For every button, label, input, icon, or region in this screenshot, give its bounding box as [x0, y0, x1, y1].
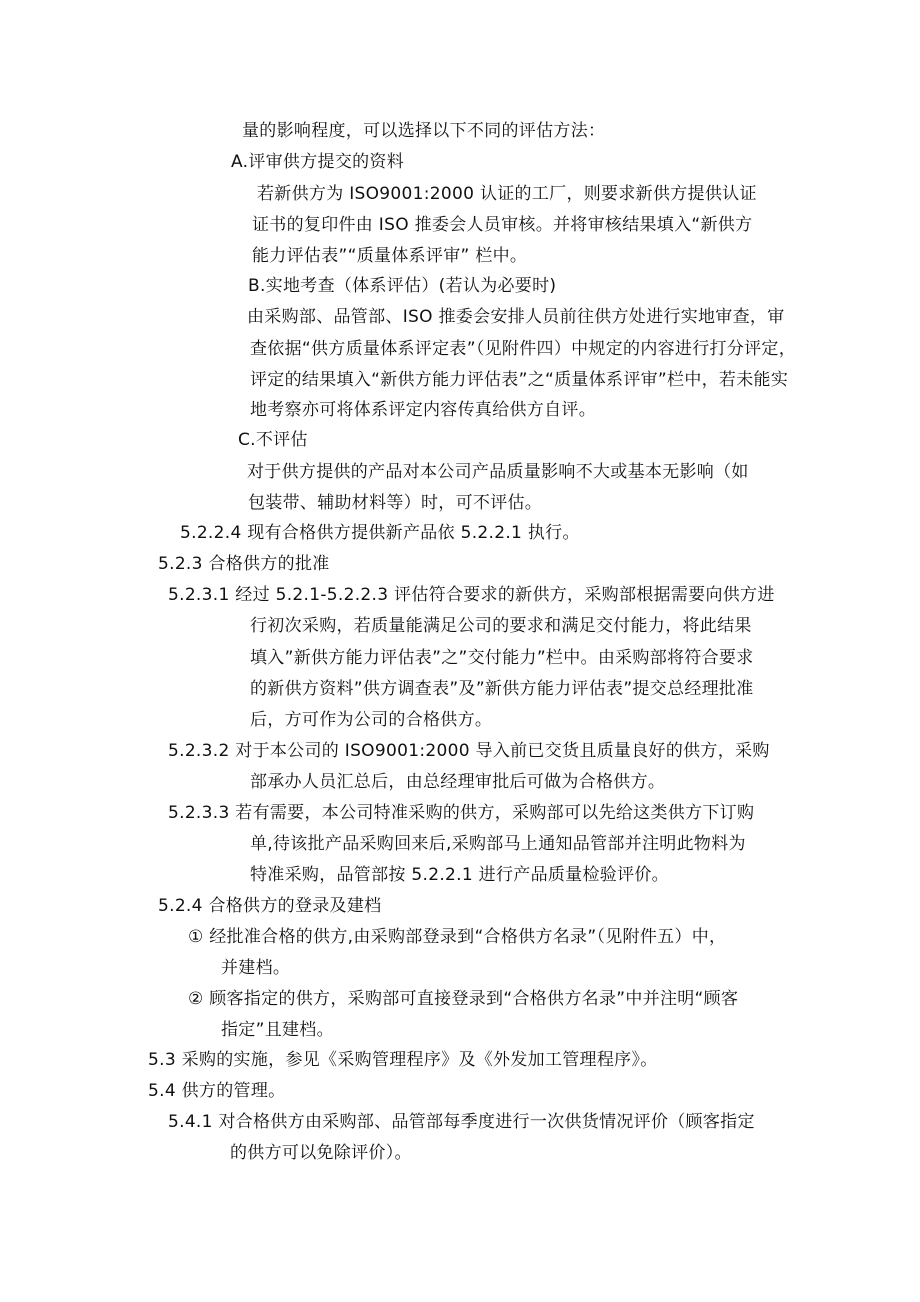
text-line: 包装带、辅助材料等）时，可不评估。	[248, 493, 543, 513]
text-line: 单,待该批产品采购回来后,采购部马上通知品管部并注明此物料为	[250, 834, 746, 854]
text-line: 5.2.2.4 现有合格供方提供新产品依 5.2.2.1 执行。	[180, 523, 580, 543]
section-heading: 5.2.3 合格供方的批准	[158, 554, 330, 574]
text-line: B.实地考查（体系评估）(若认为必要时)	[248, 276, 557, 296]
text-line: 行初次采购，若质量能满足公司的要求和满足交付能力，将此结果	[250, 616, 752, 636]
text-line: 若新供方为 ISO9001:2000 认证的工厂，则要求新供方提供认证	[257, 184, 757, 204]
text-line: 填入”新供方能力评估表”之”交付能力”栏中。由采购部将符合要求	[250, 648, 754, 668]
text-line: 指定”且建档。	[221, 1020, 334, 1040]
text-line: A.评审供方提交的资料	[231, 152, 405, 172]
text-line: 查依据“供方质量体系评定表”（见附件四）中规定的内容进行打分评定，	[250, 339, 797, 359]
text-line: 量的影响程度，可以选择以下不同的评估方法：	[242, 121, 606, 141]
text-line: 评定的结果填入“新供方能力评估表”之“质量体系评审”栏中，若未能实	[250, 370, 789, 390]
text-line: 5.2.3.1 经过 5.2.1-5.2.2.3 评估符合要求的新供方，采购部根据需要向供方进	[168, 585, 775, 605]
text-line: 地考察亦可将体系评定内容传真给供方自评。	[250, 400, 596, 420]
section-heading: 5.2.4 合格供方的登录及建档	[158, 896, 382, 916]
text-line: 并建档。	[221, 958, 291, 978]
text-line: 的新供方资料”供方调查表”及”新供方能力评估表”提交总经理批准	[250, 679, 754, 699]
text-line: 后，方可作为公司的合格供方。	[250, 710, 493, 730]
text-line: 由采购部、品管部、ISO 推委会安排人员前往供方处进行实地审查，审	[247, 307, 785, 327]
text-line: 能力评估表”“质量体系评审” 栏中。	[252, 246, 528, 266]
text-line: 证书的复印件由 ISO 推委会人员审核。并将审核结果填入“新供方	[252, 215, 753, 235]
section-heading: 5.3 采购的实施，参见《采购管理程序》及《外发加工管理程序》。	[148, 1050, 658, 1070]
text-line: 的供方可以免除评价）。	[230, 1143, 412, 1163]
text-line: ① 经批准合格的供方,由采购部登录到“合格供方名录”（见附件五）中，	[188, 927, 727, 947]
section-heading: 5.4 供方的管理。	[148, 1081, 286, 1101]
text-line: 5.2.3.2 对于本公司的 ISO9001:2000 导入前已交货且质量良好的供方，采购	[168, 741, 770, 761]
text-line: 5.4.1 对合格供方由采购部、品管部每季度进行一次供货情况评价（顾客指定	[168, 1112, 755, 1132]
text-line: 5.2.3.3 若有需要，本公司特准采购的供方，采购部可以先给这类供方下订购	[168, 803, 755, 823]
text-line: 特准采购，品管部按 5.2.2.1 进行产品质量检验评价。	[250, 865, 669, 885]
text-line: ② 顾客指定的供方，采购部可直接登录到“合格供方名录”中并注明“顾客	[188, 989, 739, 1009]
text-line: 对于供方提供的产品对本公司产品质量影响不大或基本无影响（如	[247, 462, 749, 482]
text-line: C.不评估	[238, 430, 308, 450]
text-line: 部承办人员汇总后，由总经理审批后可做为合格供方。	[250, 772, 666, 792]
